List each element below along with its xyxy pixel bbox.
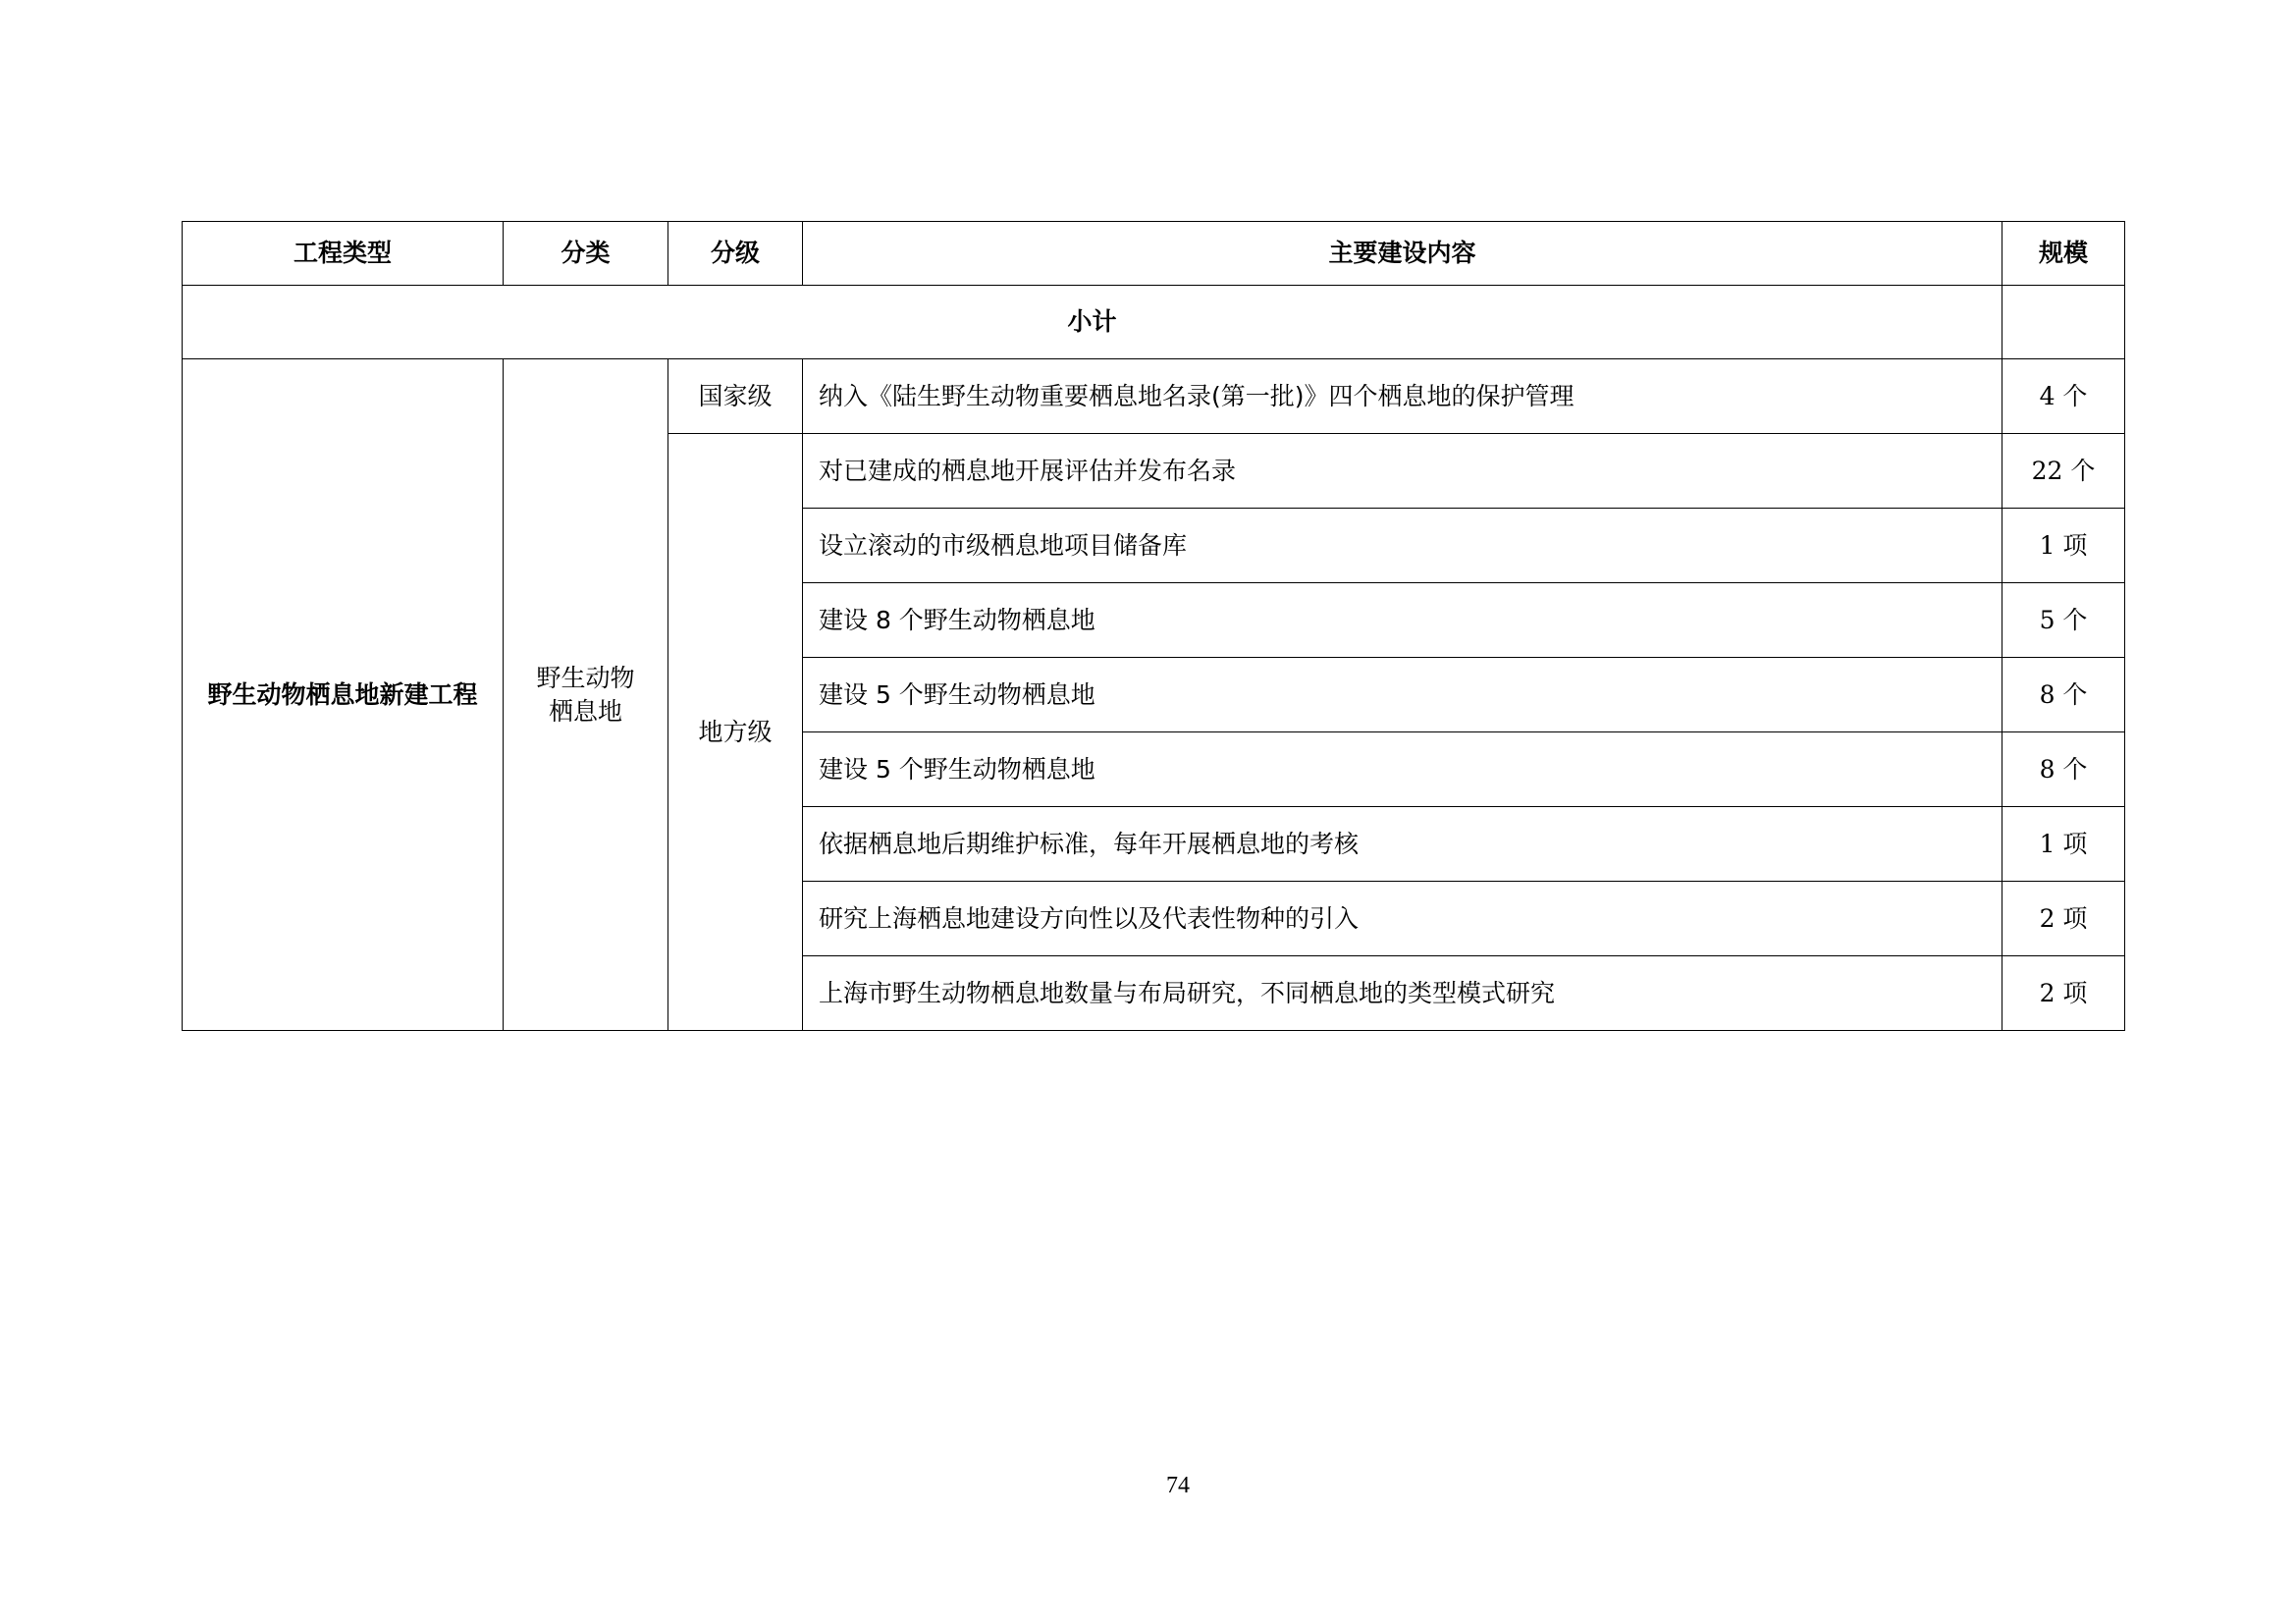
content-cell: 建设 8 个野生动物栖息地: [803, 583, 2002, 658]
header-level: 分级: [668, 222, 803, 286]
category-line-2: 栖息地: [548, 696, 622, 726]
header-main-content: 主要建设内容: [803, 222, 2002, 286]
subtotal-row: [183, 286, 2125, 359]
table-row: [183, 359, 2125, 434]
construction-table: [182, 221, 2125, 1031]
scale-cell: 8 个: [2002, 732, 2125, 807]
content-cell: 建设 5 个野生动物栖息地: [803, 732, 2002, 807]
scale-cell: 22 个: [2002, 434, 2125, 509]
header-project-type: 工程类型: [183, 222, 504, 286]
scale-cell: 1 项: [2002, 509, 2125, 583]
scale-cell: 5 个: [2002, 583, 2125, 658]
category-cell: [504, 359, 668, 1031]
content-cell: 研究上海栖息地建设方向性以及代表性物种的引入: [803, 882, 2002, 956]
page-number: 74: [1166, 1473, 1190, 1498]
content-cell: 对已建成的栖息地开展评估并发布名录: [803, 434, 2002, 509]
content-cell: 上海市野生动物栖息地数量与布局研究，不同栖息地的类型模式研究: [803, 956, 2002, 1031]
project-type-cell: 野生动物栖息地新建工程: [183, 359, 504, 1031]
scale-cell: 4 个: [2002, 359, 2125, 434]
table-header-row: [183, 222, 2125, 286]
category-line-1: 野生动物: [536, 663, 635, 692]
content-cell: 设立滚动的市级栖息地项目储备库: [803, 509, 2002, 583]
subtotal-label: 小计: [183, 286, 2002, 359]
content-cell: 建设 5 个野生动物栖息地: [803, 658, 2002, 732]
content-cell: 纳入《陆生野生动物重要栖息地名录(第一批)》四个栖息地的保护管理: [803, 359, 2002, 434]
header-category: 分类: [504, 222, 668, 286]
scale-cell: 1 项: [2002, 807, 2125, 882]
scale-cell: 2 项: [2002, 882, 2125, 956]
level-national-cell: 国家级: [668, 359, 803, 434]
subtotal-value: [2002, 286, 2125, 359]
header-scale: 规模: [2002, 222, 2125, 286]
content-cell: 依据栖息地后期维护标准，每年开展栖息地的考核: [803, 807, 2002, 882]
scale-cell: 8 个: [2002, 658, 2125, 732]
scale-cell: 2 项: [2002, 956, 2125, 1031]
level-local-cell: 地方级: [668, 434, 803, 1031]
